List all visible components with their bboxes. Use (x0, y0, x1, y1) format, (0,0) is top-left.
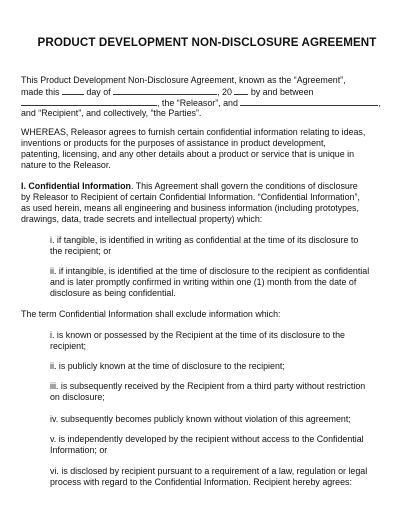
item-b-iii-line: on disclosure; (50, 392, 105, 402)
whereas-line: nature to the Releasor. (21, 160, 111, 170)
comma: , (378, 98, 381, 108)
item-b-vi-line: process with regard to the Confidential Information. Recipient hereby agrees: (50, 477, 352, 487)
day-of-label: day of (86, 87, 111, 97)
document-title: PRODUCT DEVELOPMENT NON-DISCLOSURE AGREEMENT (37, 36, 377, 49)
item-b-v-line: v. is independently developed by the recipient without access to the Confidential (50, 434, 364, 444)
releasor-label: , the “Releasor”, and (157, 98, 238, 108)
item-b-iv-line: iv. subsequently becomes publicly known without violation of this agreement; (50, 414, 351, 424)
item-b-iii-line: iii. is subsequently received by the Recipient from a third party without restriction (50, 381, 366, 391)
item-a-i-line: i. if tangible, is identified in writing as confidential at the time of its disclosure to (50, 235, 359, 245)
item-a-ii-line: and is later promptly confirmed in writing within one (1) month from the date of (50, 277, 357, 287)
item-b-i-line: i. is known or possessed by the Recipient at the time of its disclosure to the (50, 330, 345, 340)
item-b-ii-line: ii. is publicly known at the time of disclosure to the recipient; (50, 361, 285, 371)
section-1-text: . This Agreement shall govern the conditions of disclosure (130, 181, 358, 191)
recipient-name-field[interactable] (240, 97, 381, 108)
year-prefix: , 20 (217, 87, 232, 97)
item-b-v-line: Information; or (50, 445, 108, 455)
item-a-i-line: the recipient; or (50, 246, 112, 256)
item-b-i-line: recipient; (50, 341, 87, 351)
intro-line-4: and “Recipient”, and collectively, “the Parties”. (21, 108, 202, 118)
whereas-line: patenting, licensing, and any other details about a product or service that is unique in (21, 149, 355, 159)
item-b-vi-line: vi. is disclosed by recipient pursuant to a requirement of a law, regulation or legal (50, 466, 368, 476)
section-1-line: as used herein, means all engineering and business information (including prototypes, (21, 203, 359, 213)
section-1-heading: I. Confidential Information (21, 181, 131, 191)
made-this-label: made this (21, 87, 60, 97)
by-and-between-label: by and between (250, 87, 314, 97)
month-field[interactable] (113, 86, 217, 95)
section-1-line: by Releasor to Recipient of certain Confidential Information. “Confidential Information”, (21, 192, 360, 202)
year-field[interactable] (234, 86, 248, 95)
day-field[interactable] (62, 86, 84, 95)
item-a-ii-line: ii. if intangible, is identified at the time of disclosure to the recipient as confidential (50, 266, 370, 276)
releasor-name-field[interactable] (21, 97, 157, 106)
whereas-line: inventions or products for the purposes of assistance in product development, (21, 138, 326, 148)
section-1-line: drawings, data, trade secrets and intellectual property) which: (21, 214, 263, 224)
section-1-line (21, 181, 358, 192)
intro-line-1: This Product Development Non-Disclosure Agreement, known as the “Agreement”, (21, 75, 346, 85)
item-a-ii-line: disclosure as being confidential. (50, 288, 176, 298)
exclusion-intro: The term Confidential Information shall exclude information which: (21, 309, 281, 319)
whereas-line: WHEREAS, Releasor agrees to furnish certain confidential information relating to ideas, (21, 127, 366, 137)
